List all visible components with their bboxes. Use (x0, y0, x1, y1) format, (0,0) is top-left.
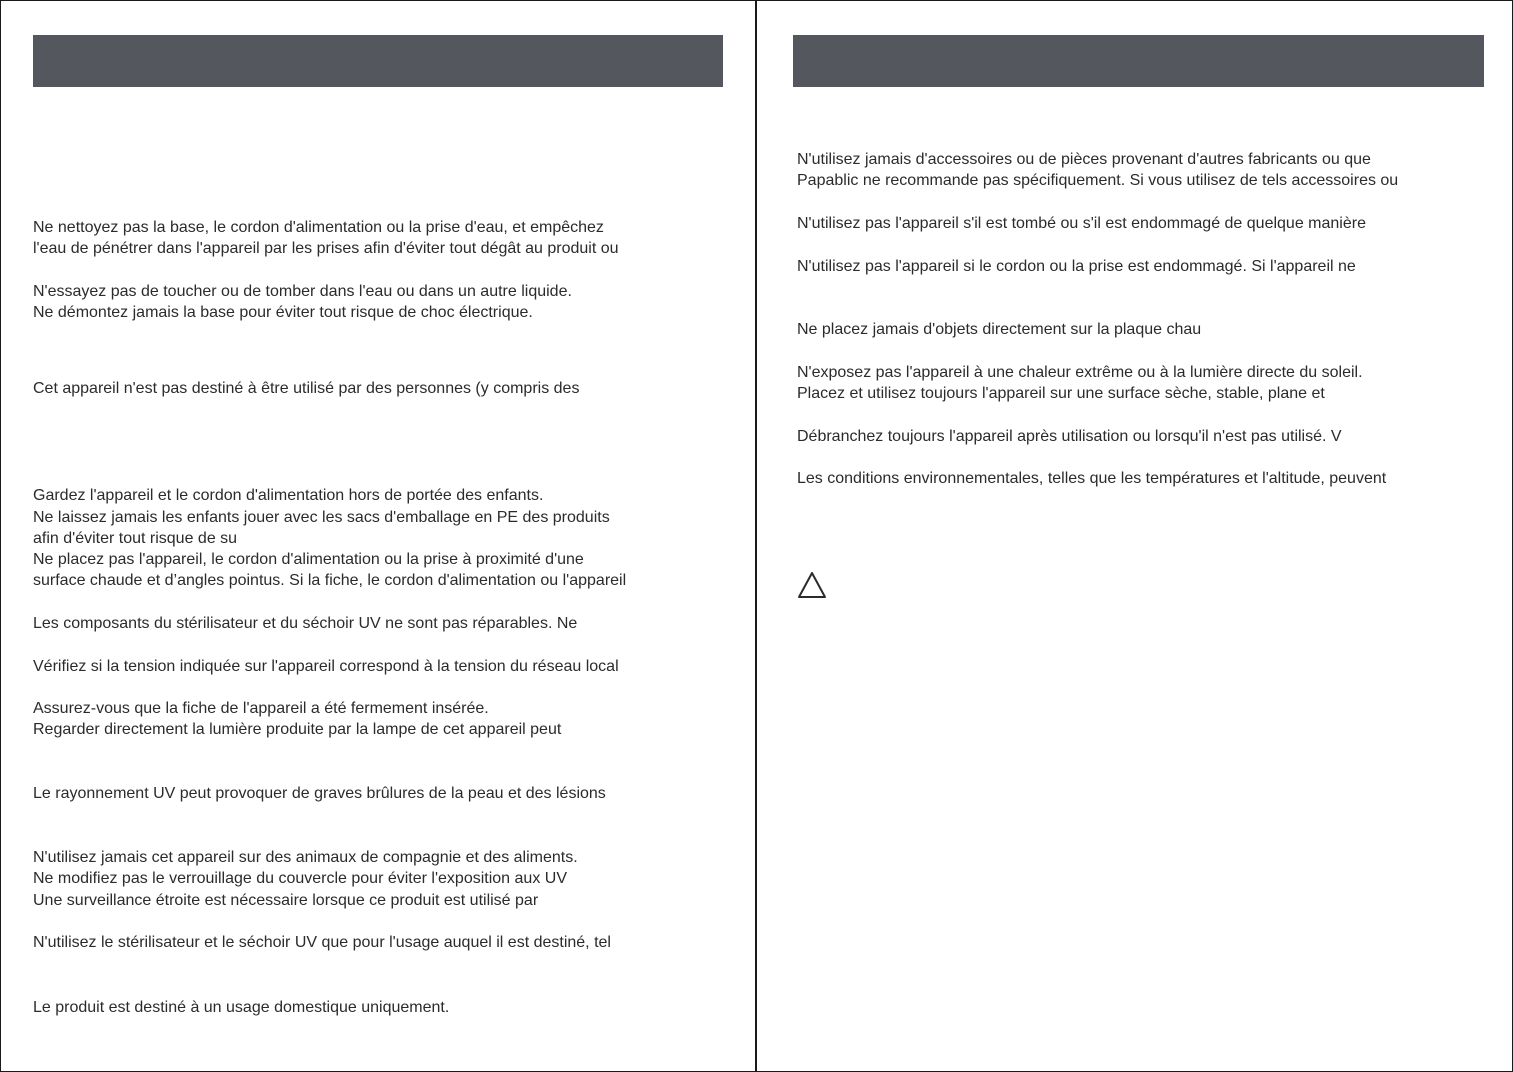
page-divider (755, 0, 757, 1072)
right-line: Les conditions environnementales, telles que les températures et l'altitude, peuvent (797, 470, 1387, 487)
left-line: Vérifiez si la tension indiquée sur l'appareil correspond à la tension du réseau local (33, 658, 619, 675)
left-line: Cet appareil n'est pas destiné à être utilisé par des personnes (y compris des (33, 380, 580, 397)
warning-triangle-icon (797, 571, 827, 599)
left-line: Le produit est destiné à un usage domestique uniquement. (33, 999, 450, 1016)
left-line: Ne nettoyez pas la base, le cordon d'alimentation ou la prise d'eau, et empêchez (33, 219, 604, 236)
left-line: Ne laissez jamais les enfants jouer avec les sacs d'emballage en PE des produits (33, 509, 610, 526)
left-header-bar (33, 35, 723, 87)
right-header-bar (793, 35, 1484, 87)
right-line: Papablic ne recommande pas spécifiquement. Si vous utilisez de tels accessoires ou (797, 172, 1399, 189)
left-line: l'eau de pénétrer dans l'appareil par les prises afin d'éviter tout dégât au produit ou (33, 240, 619, 257)
left-line: surface chaude et d’angles pointus. Si la fiche, le cordon d'alimentation ou l'appareil (33, 572, 627, 589)
right-line: Placez et utilisez toujours l'appareil sur une surface sèche, stable, plane et (797, 385, 1325, 402)
left-line: Les composants du stérilisateur et du séchoir UV ne sont pas réparables. Ne (33, 615, 578, 632)
left-line: Ne démontez jamais la base pour éviter tout risque de choc électrique. (33, 304, 533, 321)
right-line: N'utilisez pas l'appareil s'il est tombé ou s'il est endommagé de quelque manière (797, 215, 1366, 232)
left-line: Ne placez pas l'appareil, le cordon d'alimentation ou la prise à proximité d'une (33, 551, 584, 568)
left-line: Regarder directement la lumière produite par la lampe de cet appareil peut (33, 721, 562, 738)
left-line: Une surveillance étroite est nécessaire lorsque ce produit est utilisé par (33, 892, 539, 909)
right-line: N'utilisez pas l'appareil si le cordon ou la prise est endommagé. Si l'appareil ne (797, 258, 1356, 275)
left-line: N'utilisez le stérilisateur et le séchoir UV que pour l'usage auquel il est destiné, tel (33, 934, 611, 951)
left-line: Gardez l'appareil et le cordon d'alimentation hors de portée des enfants. (33, 487, 544, 504)
right-line: N'utilisez jamais d'accessoires ou de pièces provenant d'autres fabricants ou que (797, 151, 1371, 168)
right-line: Ne placez jamais d'objets directement sur la plaque chau (797, 321, 1202, 338)
right-line: Débranchez toujours l'appareil après utilisation ou lorsqu'il n'est pas utilisé. V (797, 428, 1342, 445)
left-line: N'utilisez jamais cet appareil sur des animaux de compagnie et des aliments. (33, 849, 578, 866)
left-line: Ne modifiez pas le verrouillage du couvercle pour éviter l'exposition aux UV (33, 870, 567, 887)
left-line: afin d'éviter tout risque de su (33, 530, 238, 547)
left-line: Le rayonnement UV peut provoquer de graves brûlures de la peau et des lésions (33, 785, 606, 802)
right-line: N'exposez pas l'appareil à une chaleur extrême ou à la lumière directe du soleil. (797, 364, 1363, 381)
left-line: Assurez-vous que la fiche de l'appareil a été fermement insérée. (33, 700, 489, 717)
left-line: N'essayez pas de toucher ou de tomber dans l'eau ou dans un autre liquide. (33, 283, 572, 300)
